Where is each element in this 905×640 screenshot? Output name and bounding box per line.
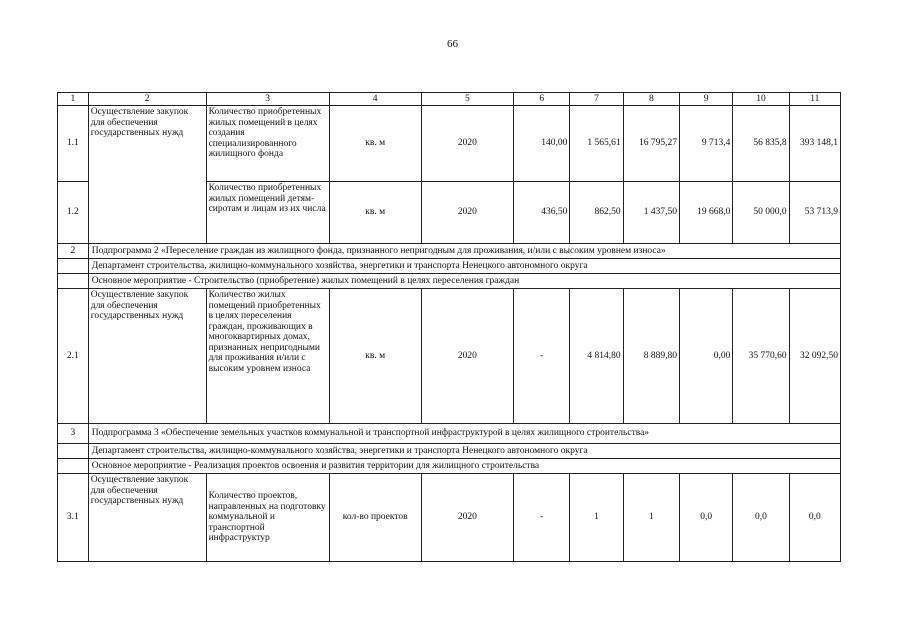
header-cell: 8 [623, 93, 679, 106]
department-title: Департамент строительства, жилищно-коммунального хозяйства, энергетики и транспорта Ненецкого автономного округа [88, 259, 840, 274]
value-cell: 19 668,0 [680, 182, 733, 244]
header-cell: 11 [789, 93, 840, 106]
unit-cell: кв. м [329, 289, 421, 424]
indicator-cell: Количество приобретенных жилых помещений в целях создания специализированного жилищного фонда [206, 106, 329, 182]
subprogram-row [58, 244, 841, 259]
header-cell: 5 [421, 93, 513, 106]
value-cell: 393 148,1 [789, 106, 840, 182]
unit-cell: кв. м [329, 182, 421, 244]
value-cell: 9 713,4 [680, 106, 733, 182]
value-cell: 1 565,61 [570, 106, 623, 182]
row-number: 1.1 [58, 106, 89, 182]
department-title: Департамент строительства, жилищно-коммунального хозяйства, энергетики и транспорта Ненецкого автономного округа [88, 444, 840, 459]
header-cell: 2 [88, 93, 206, 106]
table-row [58, 289, 841, 424]
page-number: 66 [447, 38, 458, 50]
year-cell: 2020 [421, 106, 513, 182]
value-cell: 1 [570, 474, 623, 562]
row-number: 3 [58, 424, 89, 444]
event-text: Осуществление закупок для обеспечения государственных нужд [90, 107, 189, 138]
value-cell: 0,00 [680, 289, 733, 424]
value-cell: 1 [623, 474, 679, 562]
value-cell: 32 092,50 [789, 289, 840, 424]
row-number: 1.2 [58, 182, 89, 244]
main-event-row [58, 274, 841, 289]
empty-cell [58, 259, 89, 274]
value-cell: 16 795,27 [623, 106, 679, 182]
value-cell: 50 000,0 [733, 182, 789, 244]
value-cell: 436,50 [514, 182, 570, 244]
department-row [58, 259, 841, 274]
event-cell: Осуществление закупок для обеспечения государственных нужд [88, 289, 206, 424]
value-cell: 56 835,8 [733, 106, 789, 182]
indicator-cell: Количество жилых помещений приобретенных в целях переселения граждан, проживающих в многоквартирных домах, признанных непригодными для проживания и/или с высоким уровнем износа [206, 289, 329, 424]
row-number: 3.1 [58, 474, 89, 562]
value-cell: 1 437,50 [623, 182, 679, 244]
subprogram-row [58, 424, 841, 444]
header-cell: 4 [329, 93, 421, 106]
event-cell: Осуществление закупок для обеспечения государственных нужд [88, 474, 206, 562]
empty-cell [58, 444, 89, 459]
department-row [58, 444, 841, 459]
unit-cell: кв. м [329, 106, 421, 182]
header-cell: 9 [680, 93, 733, 106]
subprogram-title: Подпрограмма 3 «Обеспечение земельных участков коммунальной и транспортной инфраструктурой в целях жилищного строительства» [88, 424, 840, 444]
row-number: 2 [58, 244, 89, 259]
header-cell: 1 [58, 93, 89, 106]
value-cell: 35 770,60 [733, 289, 789, 424]
value-cell: 862,50 [570, 182, 623, 244]
event-cell [88, 106, 206, 244]
table-row [58, 106, 841, 182]
value-cell: - [514, 474, 570, 562]
year-cell: 2020 [421, 474, 513, 562]
empty-cell [58, 459, 89, 474]
header-cell: 10 [733, 93, 789, 106]
header-row [58, 93, 841, 106]
main-event-title: Основное мероприятие - Строительство (приобретение) жилых помещений в целях переселения граждан [88, 274, 840, 289]
indicators-table [57, 92, 841, 562]
unit-cell: кол-во проектов [329, 474, 421, 562]
value-cell: 4 814,80 [570, 289, 623, 424]
main-event-title: Основное мероприятие - Реализация проектов освоения и развития территории для жилищного строительства [88, 459, 840, 474]
header-cell: 7 [570, 93, 623, 106]
value-cell: 53 713,9 [789, 182, 840, 244]
value-cell: 0,0 [680, 474, 733, 562]
value-cell: 8 889,80 [623, 289, 679, 424]
year-cell: 2020 [421, 289, 513, 424]
empty-cell [58, 274, 89, 289]
year-cell: 2020 [421, 182, 513, 244]
value-cell: - [514, 289, 570, 424]
value-cell: 0,0 [789, 474, 840, 562]
row-number: 2.1 [58, 289, 89, 424]
value-cell: 0,0 [733, 474, 789, 562]
header-cell: 6 [514, 93, 570, 106]
indicator-cell: Количество проектов, направленных на подготовку коммунальной и транспортной инфраструктур [206, 474, 329, 562]
header-cell: 3 [206, 93, 329, 106]
value-cell: 140,00 [514, 106, 570, 182]
subprogram-title: Подпрограмма 2 «Переселение граждан из жилищного фонда, признанного непригодным для проживания, и/или с высоким уровнем износа» [88, 244, 840, 259]
main-event-row [58, 459, 841, 474]
table-row [58, 474, 841, 562]
indicator-cell: Количество приобретенных жилых помещений детям-сиротам и лицам из их числа [206, 182, 329, 244]
